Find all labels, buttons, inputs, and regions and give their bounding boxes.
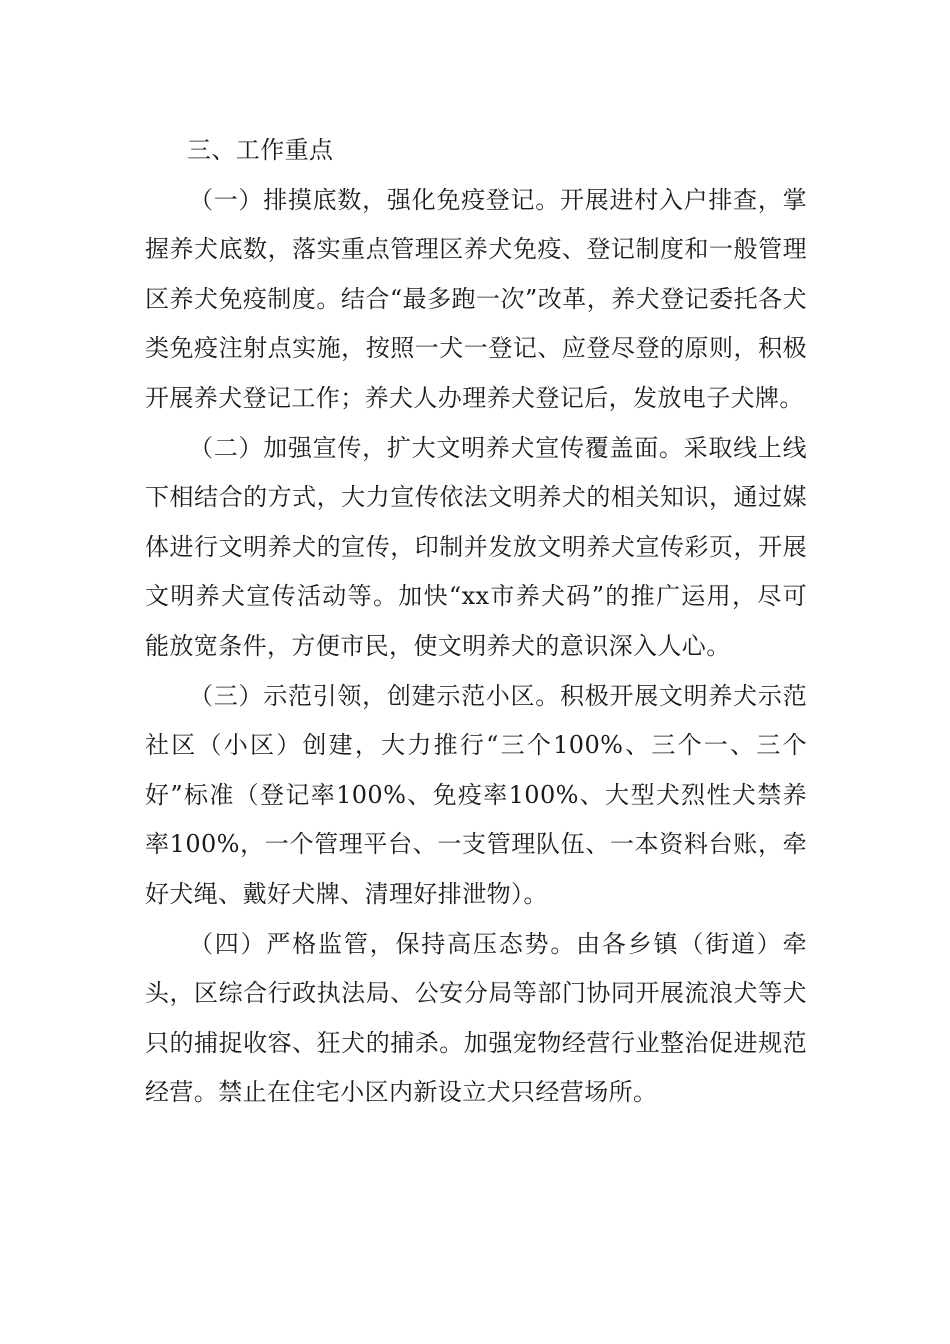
paragraph-1: （一）排摸底数，强化免疫登记。开展进村入户排查，掌握养犬底数，落实重点管理区养犬免疫、登记制度和一般管理区养犬免疫制度。结合“最多跑一次”改革，养犬登记委托各犬类免疫注射点实施，按照一犬一登记、应登尽登的原则，积极开展养犬登记工作；养犬人办理养犬登记后，发放电子犬牌。 <box>145 185 807 412</box>
document-body <box>145 126 807 1118</box>
paragraph-3: （三）示范引领，创建示范小区。积极开展文明养犬示范社区（小区）创建，大力推行“三个100%、三个一、三个好”标准（登记率100%、免疫率100%、大型犬烈性犬禁养率100%，一个管理平台、一支管理队伍、一本资料台账，牵好犬绳、戴好犬牌、清理好排泄物）。 <box>145 681 807 908</box>
paragraph-4: （四）严格监管，保持高压态势。由各乡镇（街道）牵头，区综合行政执法局、公安分局等部门协同开展流浪犬等犬只的捕捉收容、狂犬的捕杀。加强宠物经营行业整治促进规范经营。禁止在住宅小区内新设立犬只经营场所。 <box>145 929 807 1107</box>
section-heading: 三、工作重点 <box>187 136 334 164</box>
paragraph-2: （二）加强宣传，扩大文明养犬宣传覆盖面。采取线上线下相结合的方式，大力宣传依法文明养犬的相关知识，通过媒体进行文明养犬的宣传，印制并发放文明养犬宣传彩页，开展文明养犬宣传活动等。加快“xx市养犬码”的推广运用，尽可能放宽条件，方便市民，使文明养犬的意识深入人心。 <box>145 433 807 660</box>
